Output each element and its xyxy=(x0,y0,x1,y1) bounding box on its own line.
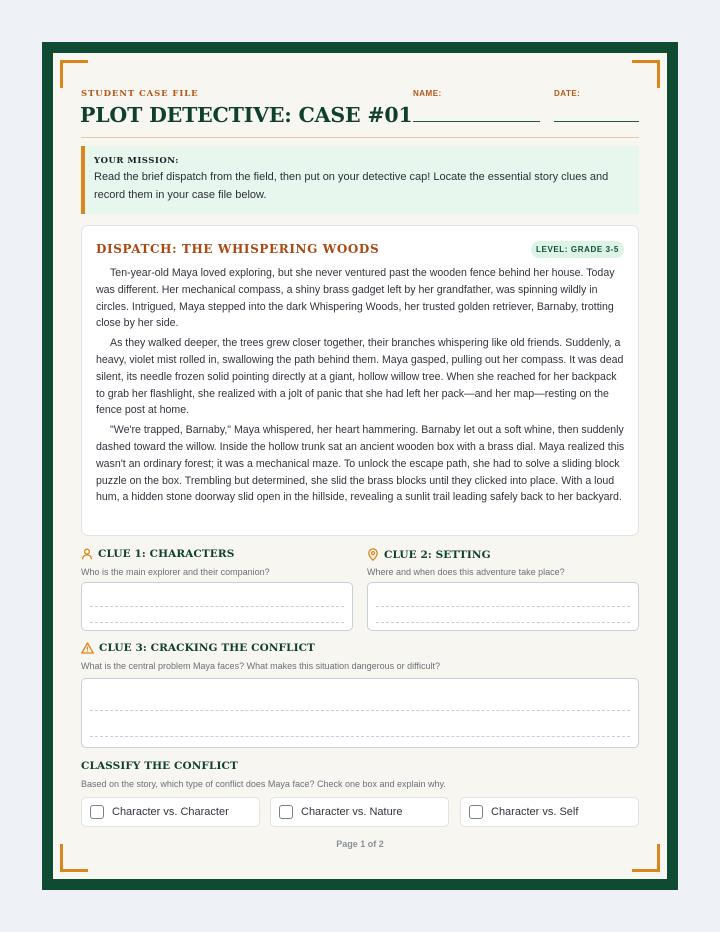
option-label: Character vs. Nature xyxy=(301,806,403,818)
clue-1-question: Who is the main explorer and their companion? xyxy=(81,567,270,577)
header-divider xyxy=(81,137,639,138)
clue-1-answer-box[interactable] xyxy=(81,582,353,631)
answer-line xyxy=(376,622,630,623)
answer-line xyxy=(90,710,630,711)
checkbox[interactable] xyxy=(469,805,483,819)
mission-text: Read the brief dispatch from the field, then put on your detective cap! Locate the essential story clues and record them in your case file below. xyxy=(94,171,609,201)
page-number: Page 1 of 2 xyxy=(336,839,384,849)
story-card xyxy=(81,225,639,536)
level-badge: LEVEL: GRADE 3-5 xyxy=(531,241,624,258)
clue-3-title: CLUE 3: CRACKING THE CONFLICT xyxy=(99,642,315,654)
classify-heading xyxy=(81,760,238,772)
classify-instructions: Based on the story, which type of conflict does Maya face? Check one box and explain why. xyxy=(81,779,446,789)
story-paragraph: As they walked deeper, the trees grew closer together, their branches whispering like old friends. Suddenly, a heavy, violet mist rolled in, swallowing the path behind them. Maya gasped, pulling out her compass. It was dead silent, its needle frozen solid pointing directly at a giant, hollow willow tree. When she reached for her backpack to grab her flashlight, she realized with a jolt of panic that she had left her pack—and her map—resting on the fence post at home. xyxy=(96,337,624,417)
clue-1-title: CLUE 1: CHARACTERS xyxy=(98,548,235,560)
conflict-option-nature[interactable] xyxy=(270,797,449,827)
date-label: DATE: xyxy=(554,89,581,98)
answer-line xyxy=(376,606,630,607)
story-heading: DISPATCH: THE WHISPERING WOODS xyxy=(96,242,380,256)
name-field[interactable] xyxy=(413,121,540,122)
clue-2-answer-box[interactable] xyxy=(367,582,639,631)
clue-3-answer-box[interactable] xyxy=(81,678,639,748)
name-label: NAME: xyxy=(413,89,442,98)
clue-1-heading xyxy=(81,548,234,560)
answer-line xyxy=(90,622,344,623)
option-label: Character vs. Self xyxy=(491,806,579,818)
option-label: Character vs. Character xyxy=(112,806,229,818)
clue-3-question: What is the central problem Maya faces? What makes this situation dangerous or difficult? xyxy=(81,661,441,671)
answer-line xyxy=(90,606,344,607)
corner-bracket-top-right xyxy=(632,60,660,88)
conflict-option-character[interactable] xyxy=(81,797,260,827)
warning-icon xyxy=(81,642,94,654)
clue-2-question: Where and when does this adventure take place? xyxy=(367,567,565,577)
classify-title: CLASSIFY THE CONFLICT xyxy=(81,760,238,772)
clue-3-heading xyxy=(81,642,315,654)
answer-line xyxy=(90,736,630,737)
date-field[interactable] xyxy=(554,121,639,122)
clue-2-title: CLUE 2: SETTING xyxy=(384,548,491,561)
clue-2-heading xyxy=(367,548,491,561)
mission-heading: YOUR MISSION: xyxy=(94,156,179,166)
page-title: PLOT DETECTIVE: CASE #01 xyxy=(80,103,413,127)
case-file-kicker: STUDENT CASE FILE xyxy=(81,89,199,99)
corner-bracket-top-left xyxy=(60,60,88,88)
checkbox[interactable] xyxy=(90,805,104,819)
story-body xyxy=(96,265,626,509)
checkbox[interactable] xyxy=(279,805,293,819)
mission-callout xyxy=(81,146,639,214)
story-paragraph: "We're trapped, Barnaby," Maya whispered, her heart hammering. Barnaby let out a soft whine, then suddenly dashed toward the willow. Inside the hollow trunk sat an ancient wooden box with a brass dial. Maya realized this wasn't an ordinary forest; it was a mechanical maze. To unlock the escape path, she had to solve a sliding block puzzle on the box. Trembling but determined, she slid the brass blocks until they clicked into place. With a loud hum, a hidden stone doorway slid open in the hillside, revealing a sunlit trail leading safely back to her backyard. xyxy=(96,424,625,504)
person-icon xyxy=(81,548,93,560)
conflict-option-self[interactable] xyxy=(460,797,639,827)
map-pin-icon xyxy=(367,548,379,561)
story-paragraph: Ten-year-old Maya loved exploring, but she never ventured past the wooden fence behind her house. Today was different. Her mechanical compass, a shiny brass gadget left by her grandfather, was spinning wildly in circles. Intrigued, Maya stepped into the dark Whispering Woods, her trusted golden retriever, Barnaby, trotting close by her side. xyxy=(96,267,615,330)
